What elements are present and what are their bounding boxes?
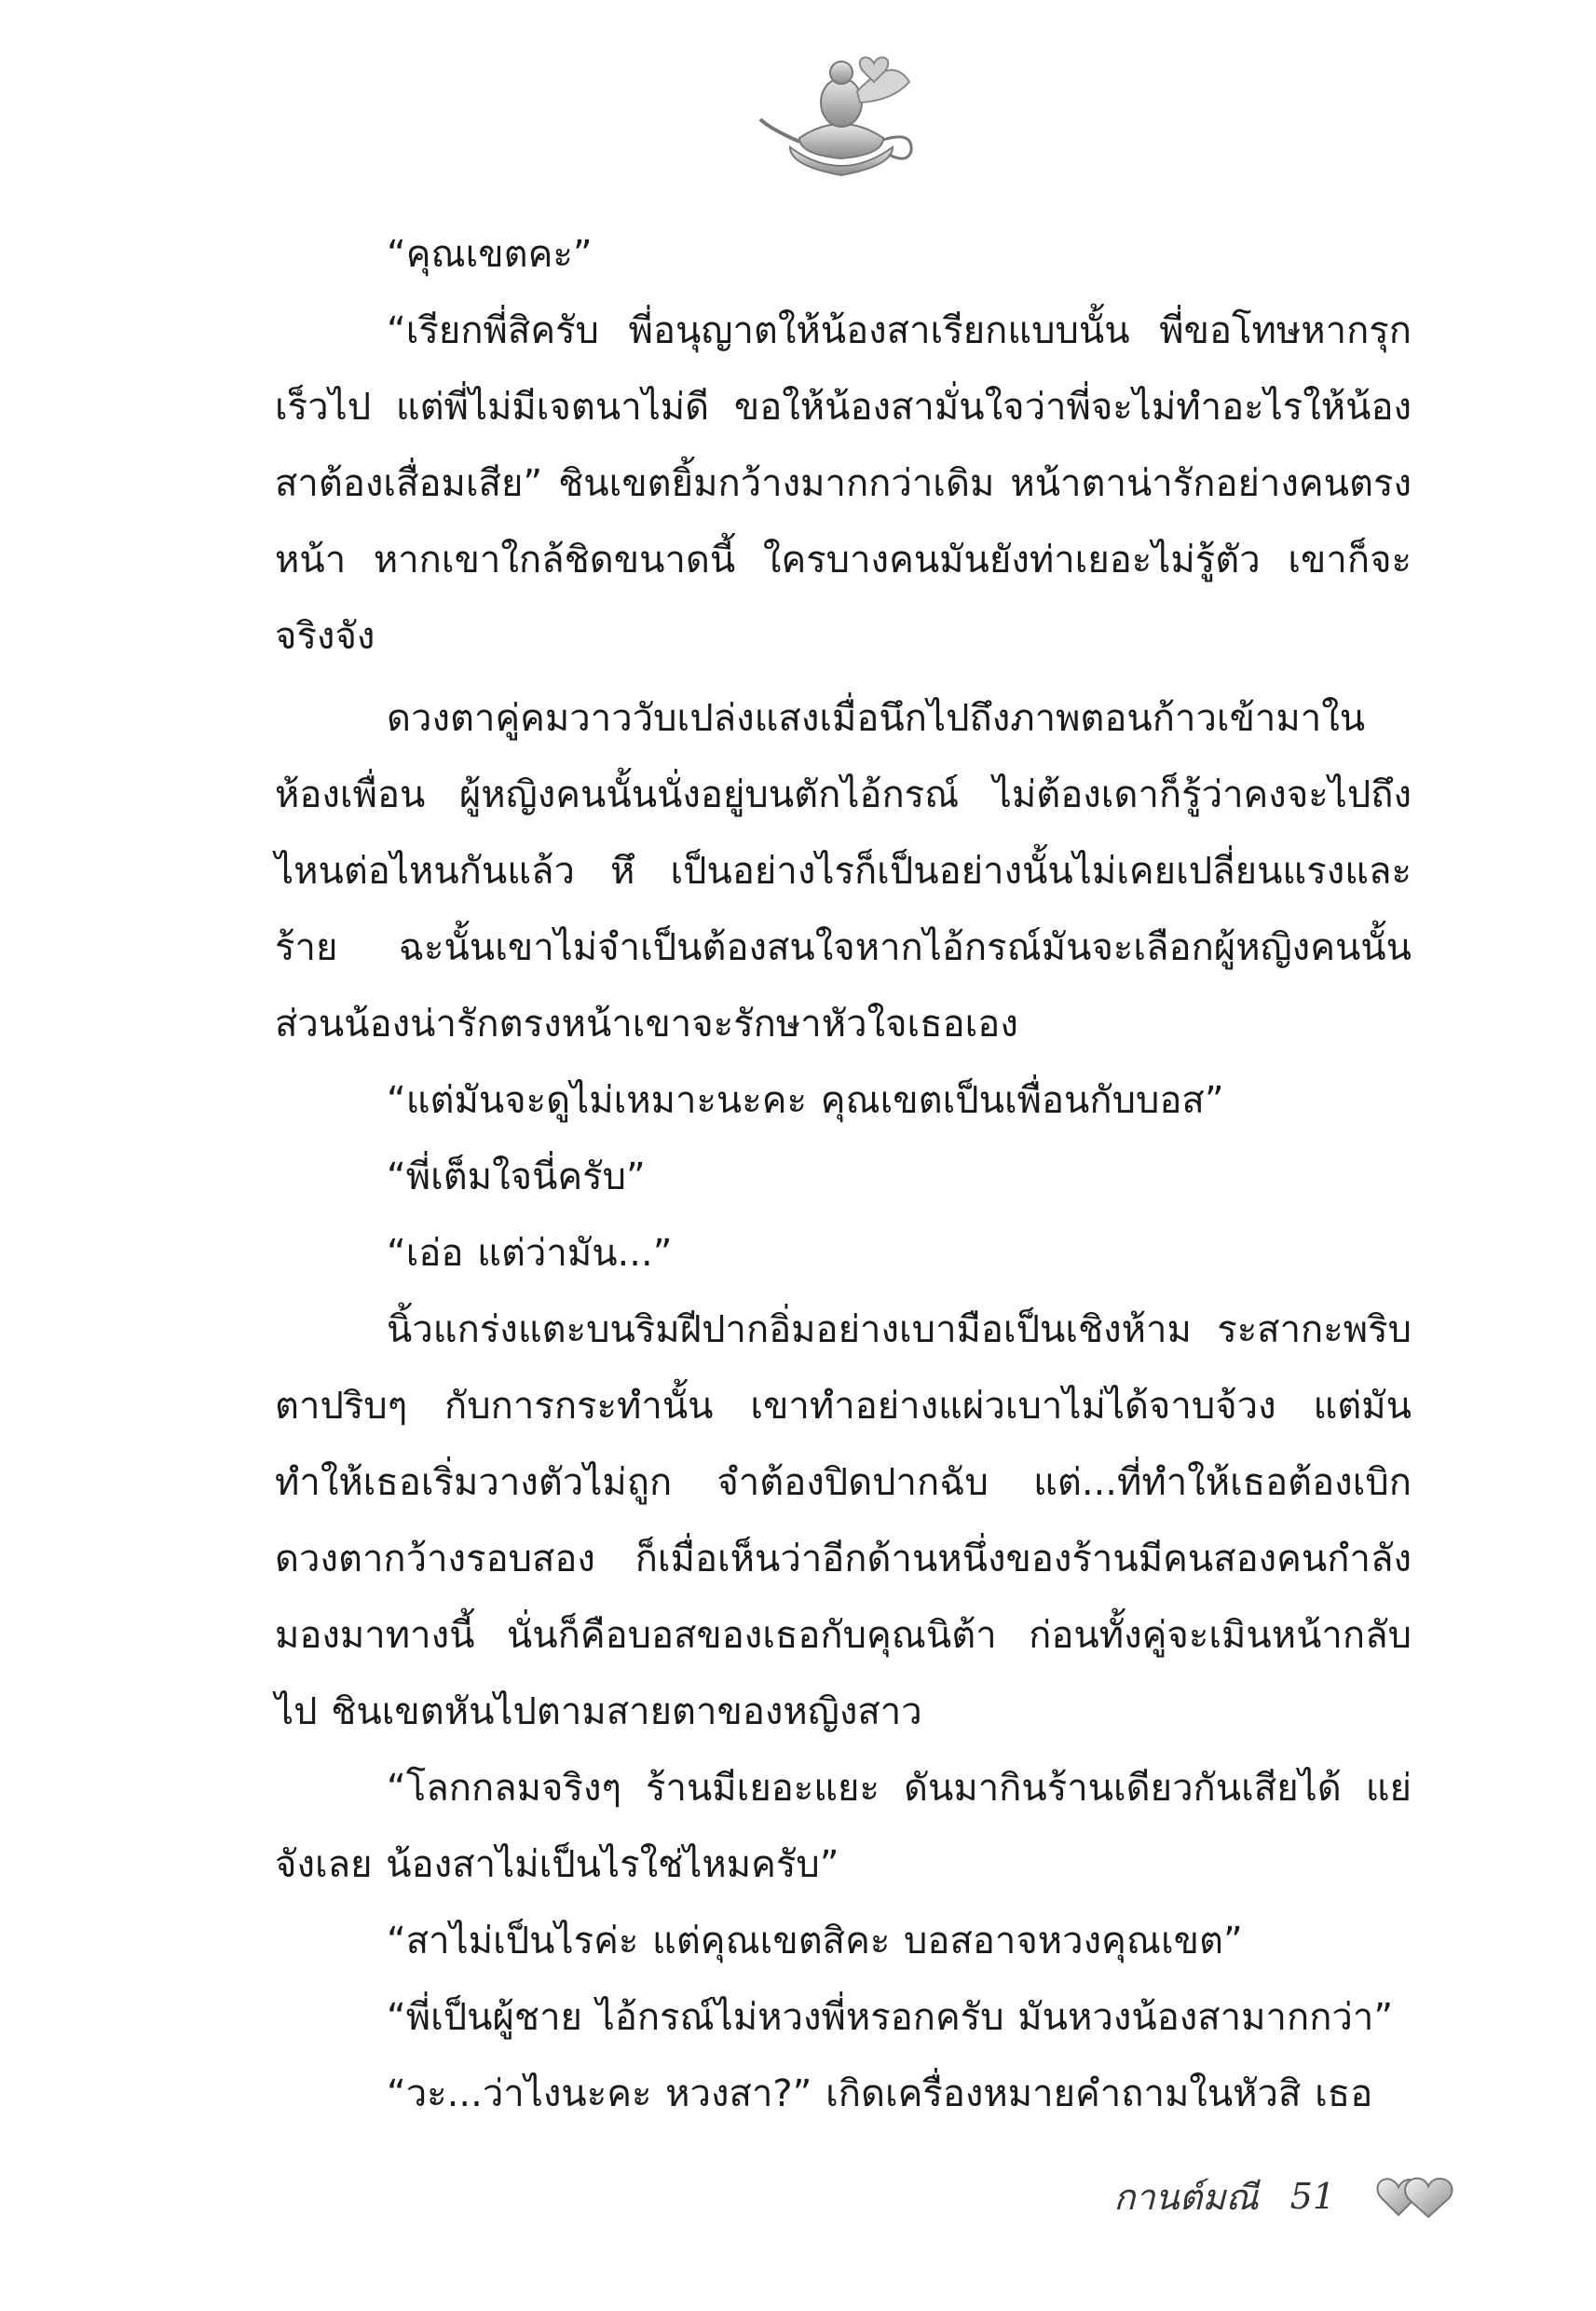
paragraph: “เรียกพี่สิครับ พี่อนุญาตให้น้องสาเรียกแบบนั้น พี่ขอโทษหากรุกเร็วไป แต่พี่ไม่มีเจตนาไม่ดี ขอให้น้องสามั่นใจว่าพี่จะไม่ทำอะไรให้น้องสาต้องเสื่อมเสีย” ชินเขตยิ้มกว้างมากกว่าเดิม หน้าตาน่ารักอย่างคนตรงหน้า หากเขาใกล้ชิดขนาดนี้ ใครบางคนมันยังท่าเยอะไม่รู้ตัว เขาก็จะจริงจัง [275,309,1412,658]
body-text [275,216,1412,2132]
paragraph: นิ้วแกร่งแตะบนริมฝีปากอิ่มอย่างเบามือเป็นเชิงห้าม ระสากะพริบตาปริบๆ กับการกระทำนั้น เขาทำอย่างแผ่วเบาไม่ได้จาบจ้วง แต่มันทำให้เธอเริ่มวางตัวไม่ถูก จำต้องปิดปากฉับ แต่...ที่ทำให้เธอต้องเบิกดวงตากว้างรอบสอง ก็เมื่อเห็นว่าอีกด้านหนึ่งของร้านมีคนสองคนกำลังมองมาทางนี้ นั่นก็คือบอสของเธอกับคุณนิต้า ก่อนทั้งคู่จะเมินหน้ากลับไป ชินเขตหันไปตามสายตาของหญิงสาว [275,1308,1412,1733]
paragraph: “พี่เป็นผู้ชาย ไอ้กรณ์ไม่หวงพี่หรอกครับ มันหวงน้องสามากกว่า” [387,1996,1394,2039]
paragraph: “โลกกลมจริงๆ ร้านมีเยอะแยะ ดันมากินร้านเดียวกันเสียได้ แย่จังเลย น้องสาไม่เป็นไรใช่ไหมครับ” [275,1767,1412,1886]
paragraph: “แต่มันจะดูไม่เหมาะนะคะ คุณเขตเป็นเพื่อนกับบอส” [387,1079,1224,1122]
page-footer [1113,2164,1456,2229]
hearts-icon [1372,2172,1456,2221]
page-number: 51 [1289,2176,1335,2217]
paragraph: “พี่เต็มใจนี่ครับ” [387,1156,646,1198]
book-title: กานต์มณี [1113,2176,1259,2218]
teapot-ornament-icon [753,45,930,185]
paragraph: ดวงตาคู่คมวาววับเปล่งแสงเมื่อนึกไปถึงภาพตอนก้าวเข้ามาในห้องเพื่อน ผู้หญิงคนนั้นนั่งอยู่บนตักไอ้กรณ์ ไม่ต้องเดาก็รู้ว่าคงจะไปถึงไหนต่อไหนกันแล้ว หึ เป็นอย่างไรก็เป็นอย่างนั้นไม่เคยเปลี่ยนแรงและร้าย ฉะนั้นเขาไม่จำเป็นต้องสนใจหากไอ้กรณ์มันจะเลือกผู้หญิงคนนั้น ส่วนน้องน่ารักตรงหน้าเขาจะรักษาหัวใจเธอเอง [275,697,1412,1046]
paragraph: “คุณเขตคะ” [387,233,593,276]
paragraph: “เอ่อ แต่ว่ามัน...” [387,1232,673,1275]
paragraph: “สาไม่เป็นไรค่ะ แต่คุณเขตสิคะ บอสอาจหวงคุณเขต” [387,1920,1243,1962]
paragraph: “วะ...ว่าไงนะคะ หวงสา?” เกิดเครื่องหมายคำถามในหัวสิ เธอ [387,2072,1373,2115]
